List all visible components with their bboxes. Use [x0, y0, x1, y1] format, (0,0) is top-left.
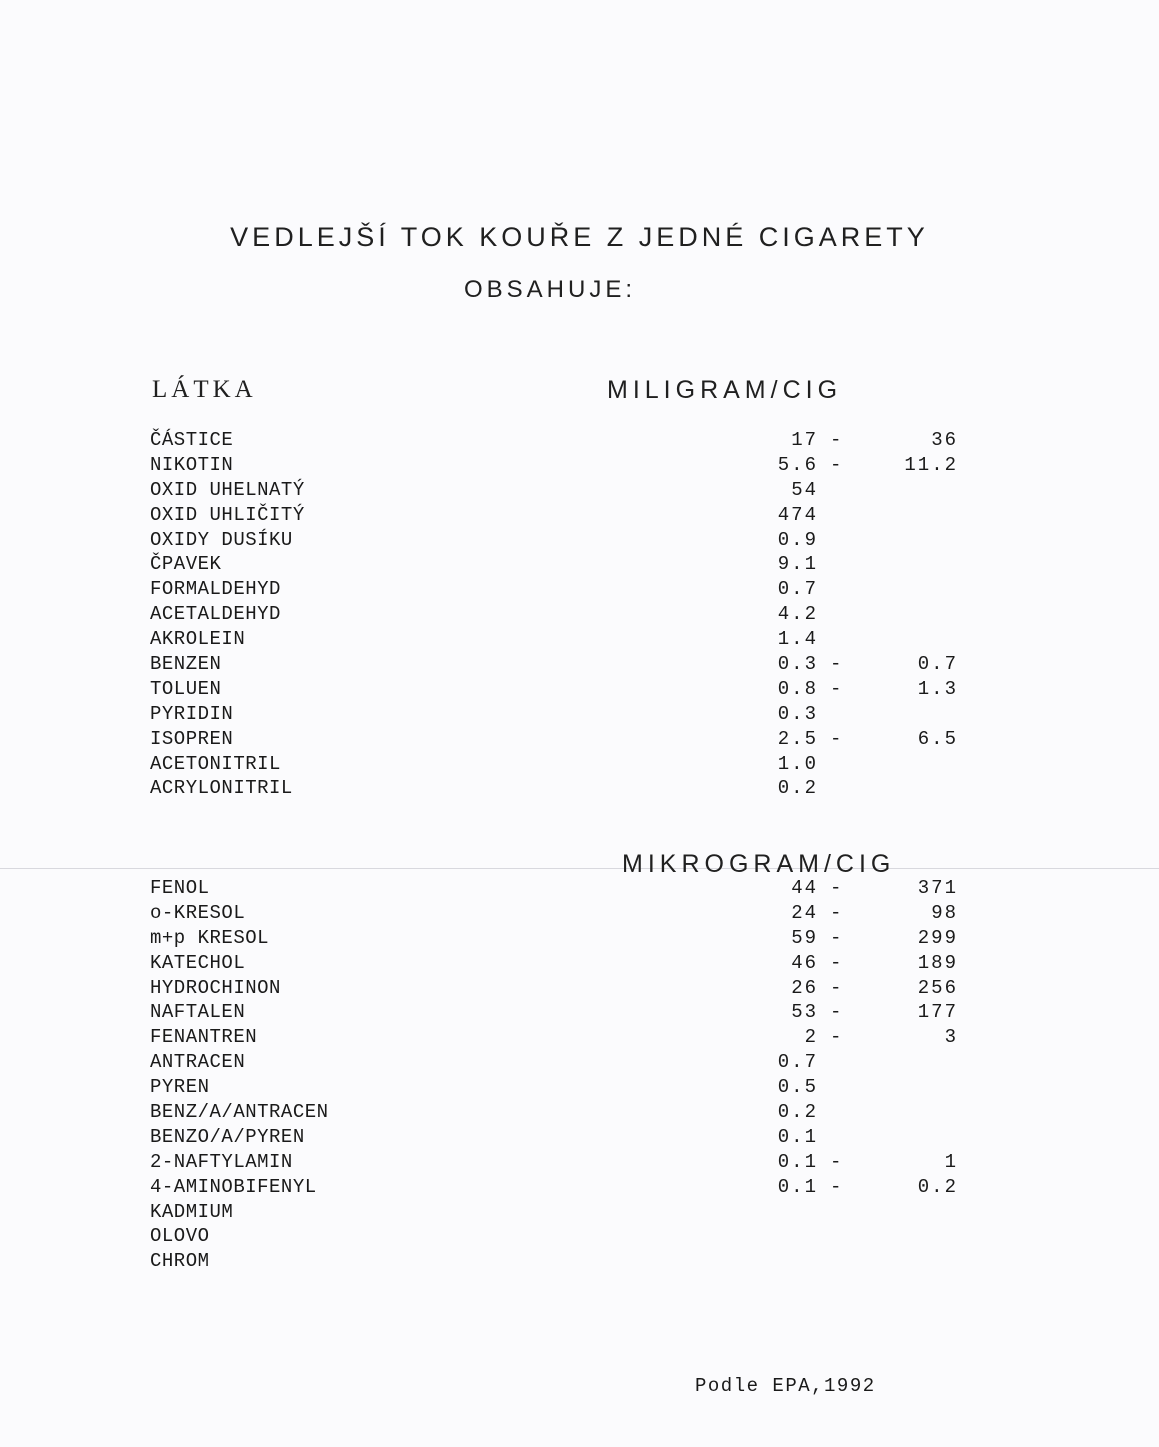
table-row [0, 528, 1159, 553]
value-low: 0.1 [777, 1125, 818, 1148]
substance-name: 2-NAFTYLAMIN [150, 1150, 293, 1173]
range-dash: - [830, 1001, 842, 1024]
table-row [0, 1050, 1159, 1075]
value-low: 53 [791, 1001, 818, 1024]
substance-name: ACETONITRIL [150, 752, 281, 775]
value-low: 0.2 [777, 1101, 818, 1124]
value-low: 59 [791, 926, 818, 949]
value-high: 6.5 [917, 727, 958, 750]
range-dash: - [830, 901, 842, 924]
substance-name: ACRYLONITRIL [150, 777, 293, 800]
substance-name: ČÁSTICE [150, 429, 234, 451]
value-low: 0.2 [777, 777, 818, 800]
table-row [0, 1224, 1159, 1249]
value-high: 3 [944, 1026, 958, 1049]
table-row [0, 1150, 1159, 1175]
value-low: 0.8 [777, 677, 818, 700]
substance-name: o-KRESOL [150, 901, 246, 924]
substance-name: ACETALDEHYD [150, 603, 281, 626]
substance-name: FENOL [150, 877, 210, 899]
value-low: 5.6 [777, 453, 818, 476]
value-high: 256 [917, 976, 958, 999]
table-row [0, 1100, 1159, 1125]
value-low: 0.7 [777, 1051, 818, 1074]
value-low: 4.2 [777, 603, 818, 626]
table-row [0, 727, 1159, 752]
column-header-substance: LÁTKA [152, 376, 257, 403]
range-dash: - [830, 1150, 842, 1173]
value-low: 24 [791, 901, 818, 924]
substance-name: NAFTALEN [150, 1001, 246, 1024]
substance-name: AKROLEIN [150, 628, 246, 651]
value-low: 54 [791, 478, 818, 501]
substance-name: ČPAVEK [150, 553, 222, 576]
range-dash: - [830, 1175, 842, 1198]
value-low: 2 [804, 1026, 818, 1049]
value-high: 0.7 [917, 653, 958, 676]
substance-name: OLOVO [150, 1225, 210, 1248]
milligram-table [0, 428, 1159, 801]
substance-name: TOLUEN [150, 677, 222, 700]
value-low: 0.1 [777, 1150, 818, 1173]
table-row [0, 602, 1159, 627]
table-row [0, 901, 1159, 926]
substance-name: BENZ/A/ANTRACEN [150, 1101, 329, 1124]
value-high: 1.3 [917, 677, 958, 700]
range-dash: - [830, 926, 842, 949]
range-dash: - [830, 429, 842, 451]
unit-header-microgram: MIKROGRAM/CIG [622, 850, 896, 878]
table-row [0, 876, 1159, 901]
source-note: Podle EPA,1992 [695, 1375, 876, 1397]
value-high: 1 [944, 1150, 958, 1173]
table-row [0, 552, 1159, 577]
value-low: 0.1 [777, 1175, 818, 1198]
value-low: 17 [791, 429, 818, 451]
table-row [0, 1125, 1159, 1150]
value-low: 474 [777, 503, 818, 526]
value-high: 11.2 [904, 453, 958, 476]
substance-name: FORMALDEHYD [150, 578, 281, 601]
table-row [0, 627, 1159, 652]
table-row [0, 1000, 1159, 1025]
substance-name: PYREN [150, 1076, 210, 1099]
value-low: 26 [791, 976, 818, 999]
value-low: 0.5 [777, 1076, 818, 1099]
range-dash: - [830, 453, 842, 476]
range-dash: - [830, 727, 842, 750]
value-low: 9.1 [777, 553, 818, 576]
substance-name: PYRIDIN [150, 702, 234, 725]
range-dash: - [830, 653, 842, 676]
document-subtitle: OBSAHUJE: [463, 276, 637, 303]
microgram-table [0, 876, 1159, 1274]
substance-name: KATECHOL [150, 951, 246, 974]
table-row [0, 652, 1159, 677]
value-high: 177 [917, 1001, 958, 1024]
table-row [0, 1249, 1159, 1274]
unit-header-milligram: MILIGRAM/CIG [607, 376, 843, 404]
substance-name: OXID UHLIČITÝ [150, 503, 305, 526]
range-dash: - [830, 951, 842, 974]
substance-name: m+p KRESOL [150, 926, 270, 949]
value-high: 371 [917, 877, 958, 899]
substance-name: CHROM [150, 1250, 210, 1273]
table-row [0, 1175, 1159, 1200]
substance-name: OXID UHELNATÝ [150, 478, 305, 501]
table-row [0, 752, 1159, 777]
substance-name: KADMIUM [150, 1200, 234, 1223]
value-low: 1.4 [777, 628, 818, 651]
value-low: 0.3 [777, 653, 818, 676]
value-low: 0.9 [777, 528, 818, 551]
table-row [0, 1200, 1159, 1225]
value-low: 2.5 [777, 727, 818, 750]
paper-fold-line [0, 868, 1159, 869]
table-row [0, 702, 1159, 727]
value-low: 0.3 [777, 702, 818, 725]
value-high: 36 [931, 429, 958, 451]
value-high: 98 [931, 901, 958, 924]
table-row [0, 677, 1159, 702]
value-high: 299 [917, 926, 958, 949]
table-row [0, 577, 1159, 602]
table-row [0, 976, 1159, 1001]
substance-name: HYDROCHINON [150, 976, 281, 999]
range-dash: - [830, 877, 842, 899]
value-low: 44 [791, 877, 818, 899]
substance-name: BENZO/A/PYREN [150, 1125, 305, 1148]
table-row [0, 1025, 1159, 1050]
value-low: 46 [791, 951, 818, 974]
table-row [0, 453, 1159, 478]
table-row [0, 503, 1159, 528]
table-row [0, 951, 1159, 976]
substance-name: 4-AMINOBIFENYL [150, 1175, 317, 1198]
value-low: 0.7 [777, 578, 818, 601]
table-row [0, 1075, 1159, 1100]
document-title: VEDLEJŠÍ TOK KOUŘE Z JEDNÉ CIGARETY [230, 222, 929, 252]
substance-name: ANTRACEN [150, 1051, 246, 1074]
range-dash: - [830, 1026, 842, 1049]
range-dash: - [830, 677, 842, 700]
value-high: 189 [917, 951, 958, 974]
substance-name: NIKOTIN [150, 453, 234, 476]
substance-name: OXIDY DUSÍKU [150, 528, 293, 551]
value-high: 0.2 [917, 1175, 958, 1198]
substance-name: FENANTREN [150, 1026, 258, 1049]
table-row [0, 478, 1159, 503]
value-low: 1.0 [777, 752, 818, 775]
table-row [0, 776, 1159, 801]
substance-name: ISOPREN [150, 727, 234, 750]
table-row [0, 926, 1159, 951]
substance-name: BENZEN [150, 653, 222, 676]
range-dash: - [830, 976, 842, 999]
table-row [0, 428, 1159, 453]
